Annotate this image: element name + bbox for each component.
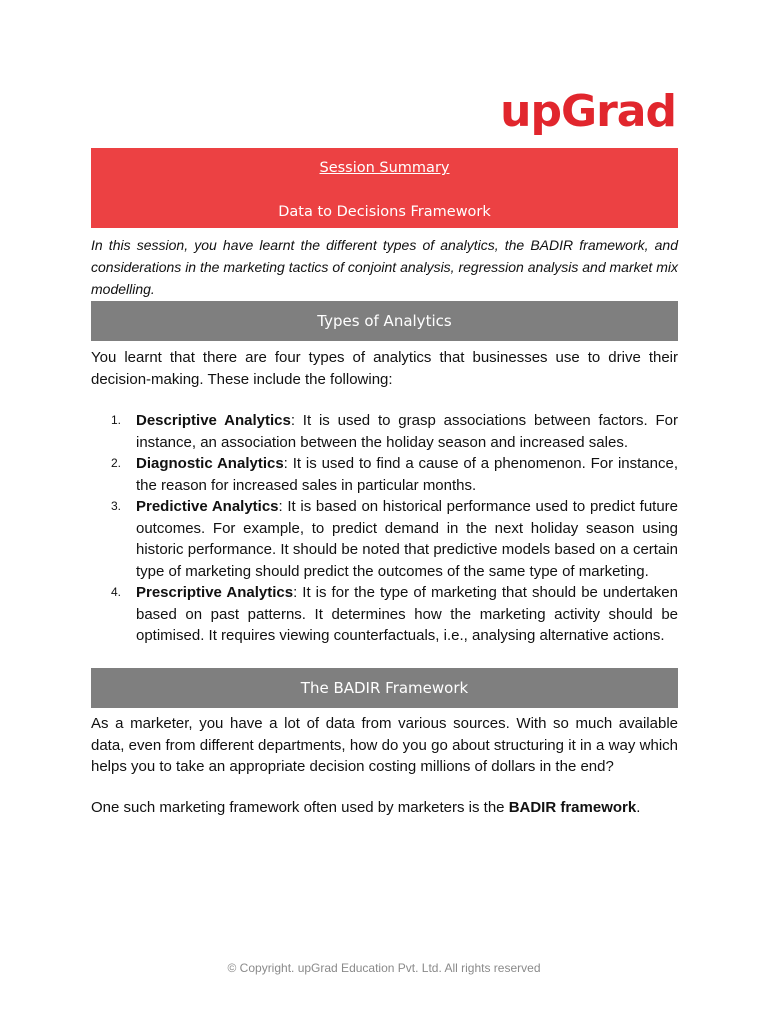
badir-paragraph-1: As a marketer, you have a lot of data from various sources. With so much available data, even from different departments, how do you go about structuring it in a way which helps you to take an appropriate decision costing millions of dollars in the end? xyxy=(91,715,678,775)
list-item-text: : It is for the type of marketing that should be undertaken based on past patterns. It determines how the marketing activity should be optimised. It requires viewing counterfactuals, i.e., analysing alternative actions. xyxy=(136,584,678,644)
badir-framework-heading: The BADIR Framework xyxy=(91,668,678,708)
session-summary-title: Session Summary xyxy=(319,160,450,176)
list-item-body xyxy=(136,582,678,647)
types-lead-paragraph: You learnt that there are four types of analytics that businesses use to drive their decision-making. These include the following: xyxy=(91,349,678,388)
list-item xyxy=(111,582,678,647)
upgrad-logo: upGrad xyxy=(500,86,676,137)
list-item-body xyxy=(136,453,678,496)
list-item-term: Descriptive Analytics xyxy=(136,412,291,429)
copyright-footer: © Copyright. upGrad Education Pvt. Ltd. All rights reserved xyxy=(227,961,541,975)
list-number: 4. xyxy=(111,585,122,599)
types-of-analytics-heading: Types of Analytics xyxy=(91,301,678,341)
list-item xyxy=(111,496,678,582)
list-item xyxy=(111,410,678,453)
list-item-term: Prescriptive Analytics xyxy=(136,584,294,601)
list-number: 3. xyxy=(111,499,122,513)
session-intro: In this session, you have learnt the different types of analytics, the BADIR framework, and considerations in the marketing tactics of conjoint analysis, regression analysis and market mix modelling. xyxy=(91,237,678,297)
analytics-types-list xyxy=(111,410,678,647)
session-summary-subtitle: Data to Decisions Framework xyxy=(278,204,491,220)
list-item-body xyxy=(136,496,678,582)
badir-framework-term: BADIR framework xyxy=(508,799,637,816)
list-item-text: : It is used to grasp associations between factors. For instance, an association between the holiday season and increased sales. xyxy=(136,412,678,451)
badir-paragraph-2-suffix: . xyxy=(636,799,641,816)
list-item-term: Diagnostic Analytics xyxy=(136,455,284,472)
list-item-text: : It is used to find a cause of a phenomenon. For instance, the reason for increased sales in particular months. xyxy=(136,455,678,494)
badir-paragraph-2-prefix: One such marketing framework often used by marketers is the xyxy=(91,799,509,816)
list-number: 2. xyxy=(111,456,122,470)
list-item-body xyxy=(136,410,678,453)
list-number: 1. xyxy=(111,413,122,427)
list-item xyxy=(111,453,678,496)
badir-paragraph-2 xyxy=(91,797,678,819)
list-item-text: : It is based on historical performance used to predict future outcomes. For example, to predict demand in the next holiday season using historic performance. It should be noted that predictive models based on a certain type of marketing should predict the outcomes of the same type of marketing. xyxy=(136,498,679,580)
list-item-term: Predictive Analytics xyxy=(136,498,279,515)
session-summary-banner xyxy=(91,148,678,228)
